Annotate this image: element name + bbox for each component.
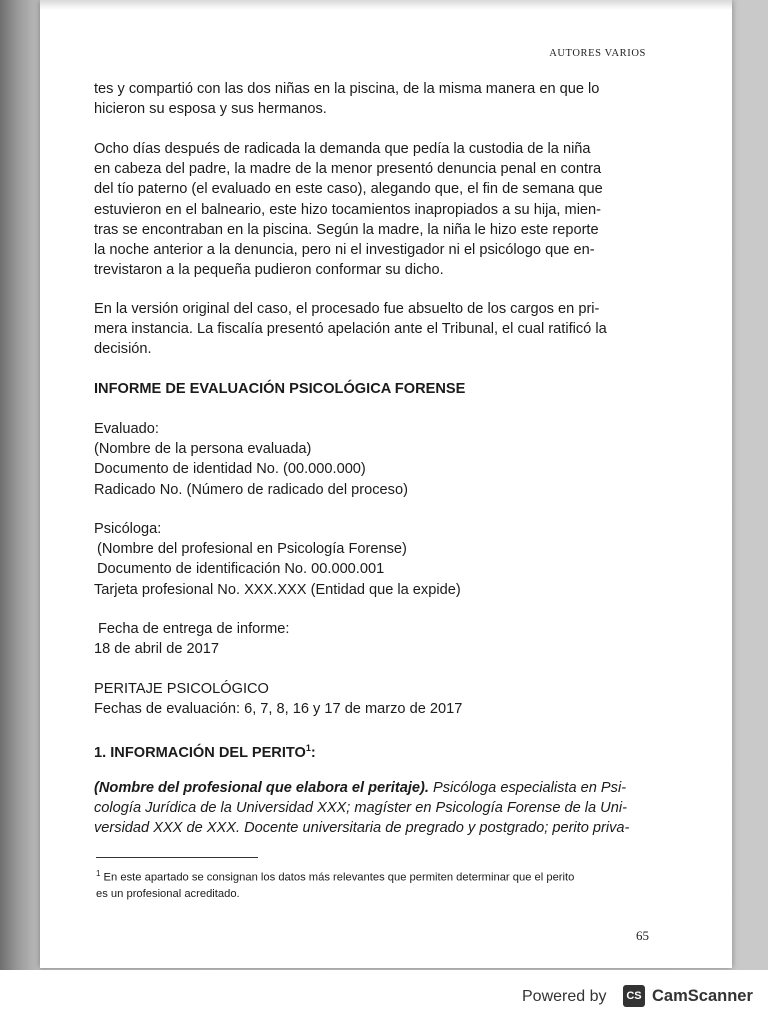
paragraph-line: trevistaron a la pequeña pudieron conformar su dicho.: [94, 262, 444, 279]
running-header: AUTORES VARIOS: [549, 48, 646, 59]
section-1-heading: [94, 738, 666, 763]
paragraph-line: mera instancia. La fiscalía presentó apelación ante el Tribunal, el cual ratificó la: [94, 321, 607, 338]
psicologa-name: (Nombre del profesional en Psicología Forense): [97, 541, 407, 558]
camscanner-brand: CamScanner: [652, 987, 753, 1005]
paragraph-line: estuvieron en el balneario, este hizo tocamientos inapropiados a su hija, mien-: [94, 201, 602, 218]
psicologa-document: Documento de identificación No. 00.000.001: [97, 561, 385, 578]
paragraph-2: [94, 139, 666, 280]
footnote-text: En este apartado se consignan los datos más relevantes que permiten determinar que el perito: [100, 871, 575, 884]
evaluado-name: (Nombre de la persona evaluada): [94, 441, 312, 458]
page-number: 65: [636, 928, 649, 943]
paragraph-line: Ocho días después de radicada la demanda que pedía la custodia de la niña: [94, 141, 591, 157]
paragraph-1: [94, 79, 666, 119]
paragraph-line: la noche anterior a la denuncia, pero ni el investigador ni el psicólogo que en-: [94, 242, 595, 259]
section-1-heading-colon: :: [310, 744, 316, 761]
camscanner-logo-icon: CS: [623, 985, 645, 1007]
footnote-text: es un profesional acreditado.: [96, 887, 240, 900]
page-top-edge: [40, 0, 732, 10]
footnote-reference: 1: [305, 743, 311, 753]
footnote-divider: [96, 857, 258, 858]
fecha-entrega-label: Fecha de entrega de informe:: [98, 621, 290, 637]
peritaje-title: PERITAJE PSICOLÓGICO: [94, 681, 269, 697]
paragraph-line: en cabeza del padre, la madre de la menor presentó denuncia penal en contra: [94, 161, 602, 178]
paragraph-line: En la versión original del caso, el procesado fue absuelto de los cargos en pri-: [94, 301, 600, 317]
perito-name-placeholder: (Nombre del profesional que elabora el peritaje).: [94, 780, 429, 796]
peritaje-fechas: Fechas de evaluación: 6, 7, 8, 16 y 17 de marzo de 2017: [94, 701, 463, 718]
footnote-mark: 1: [96, 869, 101, 878]
evaluado-document: Documento de identidad No. (00.000.000): [94, 461, 366, 478]
psicologa-tarjeta: Tarjeta profesional No. XXX.XXX (Entidad que la expide): [94, 581, 461, 598]
paragraph-line: tras se encontraban en la piscina. Según la madre, la niña le hizo este reporte: [94, 221, 599, 238]
fecha-entrega-value: 18 de abril de 2017: [94, 641, 219, 658]
powered-by-text: Powered by: [522, 988, 607, 1005]
section-1-body: [94, 778, 666, 839]
section-1-line: Psicóloga especialista en Psi-: [428, 780, 627, 796]
paragraph-line: tes y compartió con las dos niñas en la piscina, de la misma manera en que lo: [94, 81, 600, 97]
peritaje-block: [94, 679, 666, 719]
evaluado-block: [94, 419, 666, 500]
book-page: [40, 0, 732, 968]
section-1-heading-text: 1. INFORMACIÓN DEL PERITO: [94, 744, 306, 761]
section-1-line: cología Jurídica de la Universidad XXX; magíster en Psicología Forense de la Uni-: [94, 800, 627, 817]
footnote: [96, 866, 666, 902]
psicologa-label: Psicóloga:: [94, 521, 162, 537]
psicologa-block: [94, 519, 666, 600]
evaluado-radicado: Radicado No. (Número de radicado del proceso): [94, 481, 408, 498]
fecha-entrega-block: [94, 619, 666, 659]
paragraph-line: decisión.: [94, 341, 152, 358]
report-title: INFORME DE EVALUACIÓN PSICOLÓGICA FORENSE: [94, 381, 466, 397]
section-1-line: versidad XXX de XXX. Docente universitaria de pregrado y postgrado; perito priva-: [94, 820, 630, 837]
paragraph-line: hicieron su esposa y sus hermanos.: [94, 101, 327, 118]
evaluado-label: Evaluado:: [94, 421, 159, 437]
paragraph-3: [94, 299, 666, 360]
paragraph-line: del tío paterno (el evaluado en este caso), alegando que, el fin de semana que: [94, 181, 603, 198]
